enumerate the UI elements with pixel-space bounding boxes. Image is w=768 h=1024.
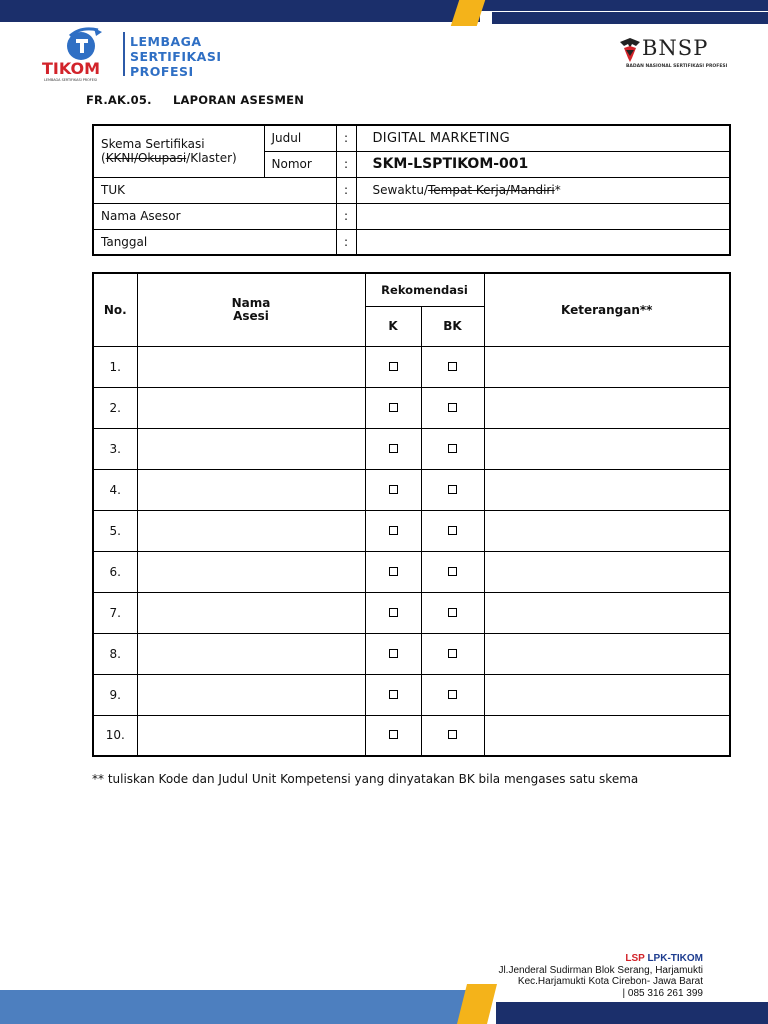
k-checkbox-cell[interactable] <box>365 592 421 633</box>
tuk-value[interactable]: Sewaktu/Tempat Kerja/Mandiri* <box>356 177 730 203</box>
logo-line-3: PROFESI <box>130 64 194 79</box>
assessment-rows <box>93 346 730 756</box>
nama-asesi-cell[interactable] <box>137 633 365 674</box>
bk-checkbox-cell[interactable] <box>421 428 484 469</box>
logo-divider <box>123 32 125 76</box>
k-checkbox[interactable] <box>389 690 398 699</box>
row-number: 7. <box>93 592 137 633</box>
keterangan-cell[interactable] <box>484 346 730 387</box>
bnsp-emblem-icon <box>618 36 642 64</box>
bk-checkbox-cell[interactable] <box>421 469 484 510</box>
bk-checkbox[interactable] <box>448 444 457 453</box>
table-row <box>93 510 730 551</box>
bk-checkbox[interactable] <box>448 690 457 699</box>
table-row <box>93 428 730 469</box>
header-nama-asesi: Nama Asesi <box>137 273 365 346</box>
k-checkbox[interactable] <box>389 649 398 658</box>
bk-checkbox[interactable] <box>448 608 457 617</box>
colon: : <box>336 177 356 203</box>
footnote: ** tuliskan Kode dan Judul Unit Kompetensi yang dinyatakan BK bila mengases satu skema <box>92 772 639 786</box>
scheme-info-table <box>92 124 731 256</box>
logo-wordmark <box>130 34 222 79</box>
bk-checkbox-cell[interactable] <box>421 551 484 592</box>
form-name: LAPORAN ASESMEN <box>173 93 305 107</box>
bk-checkbox-cell[interactable] <box>421 387 484 428</box>
nama-asesi-cell[interactable] <box>137 387 365 428</box>
colon: : <box>336 151 356 177</box>
k-checkbox[interactable] <box>389 444 398 453</box>
nama-asesi-cell[interactable] <box>137 510 365 551</box>
footer-address-line-2: Kec.Harjamukti Kota Cirebon- Jawa Barat <box>517 976 703 987</box>
bk-checkbox[interactable] <box>448 730 457 739</box>
k-checkbox[interactable] <box>389 608 398 617</box>
asesor-label: Nama Asesor <box>93 203 336 229</box>
header-no: No. <box>93 273 137 346</box>
k-checkbox-cell[interactable] <box>365 428 421 469</box>
table-row <box>93 592 730 633</box>
table-row <box>93 633 730 674</box>
keterangan-cell[interactable] <box>484 510 730 551</box>
tikom-logo-icon <box>42 26 120 82</box>
table-row <box>93 674 730 715</box>
k-checkbox-cell[interactable] <box>365 469 421 510</box>
footer-org: LSP LPK-TIKOM <box>625 953 703 964</box>
row-number: 6. <box>93 551 137 592</box>
bk-checkbox-cell[interactable] <box>421 346 484 387</box>
row-number: 8. <box>93 633 137 674</box>
logo-line-2: SERTIFIKASI <box>130 49 222 64</box>
bk-checkbox[interactable] <box>448 403 457 412</box>
nama-asesi-cell[interactable] <box>137 551 365 592</box>
assessment-table <box>92 272 731 757</box>
judul-label: Judul <box>264 125 336 151</box>
k-checkbox[interactable] <box>389 403 398 412</box>
bnsp-subtitle: BADAN NASIONAL SERTIFIKASI PROFESI <box>626 64 728 69</box>
keterangan-cell[interactable] <box>484 469 730 510</box>
keterangan-cell[interactable] <box>484 428 730 469</box>
bnsp-logo <box>618 36 730 76</box>
bottom-decor-band <box>0 987 768 1024</box>
keterangan-cell[interactable] <box>484 592 730 633</box>
keterangan-cell[interactable] <box>484 633 730 674</box>
table-row <box>93 551 730 592</box>
k-checkbox-cell[interactable] <box>365 633 421 674</box>
keterangan-cell[interactable] <box>484 387 730 428</box>
tuk-label: TUK <box>93 177 336 203</box>
keterangan-cell[interactable] <box>484 715 730 756</box>
footer-address-line-1: Jl.Jenderal Sudirman Blok Serang, Harjamukti <box>498 964 703 976</box>
row-number: 3. <box>93 428 137 469</box>
k-checkbox[interactable] <box>389 730 398 739</box>
k-checkbox-cell[interactable] <box>365 674 421 715</box>
lsp-tikom-logo <box>42 26 242 82</box>
row-number: 5. <box>93 510 137 551</box>
colon: : <box>336 229 356 255</box>
bk-checkbox[interactable] <box>448 362 457 371</box>
row-number: 9. <box>93 674 137 715</box>
header-bk: BK <box>421 306 484 346</box>
logo-line-1: LEMBAGA <box>130 34 202 49</box>
k-checkbox[interactable] <box>389 485 398 494</box>
bk-checkbox[interactable] <box>448 526 457 535</box>
row-number: 10. <box>93 715 137 756</box>
k-checkbox-cell[interactable] <box>365 715 421 756</box>
nama-asesi-cell[interactable] <box>137 469 365 510</box>
bk-checkbox-cell[interactable] <box>421 592 484 633</box>
skema-label: Skema Sertifikasi (KKNI/Okupasi/Klaster) <box>93 125 264 177</box>
keterangan-cell[interactable] <box>484 674 730 715</box>
table-row <box>93 387 730 428</box>
bk-checkbox-cell[interactable] <box>421 510 484 551</box>
tanggal-field[interactable] <box>356 229 730 255</box>
nama-asesi-cell[interactable] <box>137 715 365 756</box>
table-row <box>93 469 730 510</box>
bk-checkbox[interactable] <box>448 485 457 494</box>
k-checkbox[interactable] <box>389 362 398 371</box>
nomor-label: Nomor <box>264 151 336 177</box>
table-row <box>93 346 730 387</box>
table-row <box>93 715 730 756</box>
nama-asesi-cell[interactable] <box>137 346 365 387</box>
colon: : <box>336 203 356 229</box>
bk-checkbox[interactable] <box>448 567 457 576</box>
bk-checkbox-cell[interactable] <box>421 633 484 674</box>
tanggal-label: Tanggal <box>93 229 336 255</box>
nama-asesi-cell[interactable] <box>137 674 365 715</box>
colon: : <box>336 125 356 151</box>
bnsp-wordmark: BNSP <box>642 36 709 60</box>
k-checkbox[interactable] <box>389 567 398 576</box>
form-code: FR.AK.05. <box>86 93 152 107</box>
row-number: 4. <box>93 469 137 510</box>
bk-checkbox-cell[interactable] <box>421 674 484 715</box>
bk-checkbox-cell[interactable] <box>421 715 484 756</box>
bk-checkbox[interactable] <box>448 649 457 658</box>
svg-text:LEMBAGA SERTIFIKASI PROFESI: LEMBAGA SERTIFIKASI PROFESI <box>44 78 98 82</box>
k-checkbox[interactable] <box>389 526 398 535</box>
row-number: 2. <box>93 387 137 428</box>
keterangan-cell[interactable] <box>484 551 730 592</box>
judul-value[interactable]: DIGITAL MARKETING <box>356 125 730 151</box>
asesor-field[interactable] <box>356 203 730 229</box>
header-rekomendasi: Rekomendasi <box>365 273 484 306</box>
k-checkbox-cell[interactable] <box>365 551 421 592</box>
header-keterangan: Keterangan** <box>484 273 730 346</box>
k-checkbox-cell[interactable] <box>365 387 421 428</box>
form-title <box>86 93 304 107</box>
row-number: 1. <box>93 346 137 387</box>
footer-phone: | 085 316 261 399 <box>622 987 703 999</box>
nama-asesi-cell[interactable] <box>137 428 365 469</box>
k-checkbox-cell[interactable] <box>365 510 421 551</box>
top-decor-band <box>0 0 768 26</box>
svg-text:TIKOM: TIKOM <box>42 59 101 78</box>
k-checkbox-cell[interactable] <box>365 346 421 387</box>
nama-asesi-cell[interactable] <box>137 592 365 633</box>
nomor-value[interactable]: SKM-LSPTIKOM-001 <box>356 151 730 177</box>
header-k: K <box>365 306 421 346</box>
